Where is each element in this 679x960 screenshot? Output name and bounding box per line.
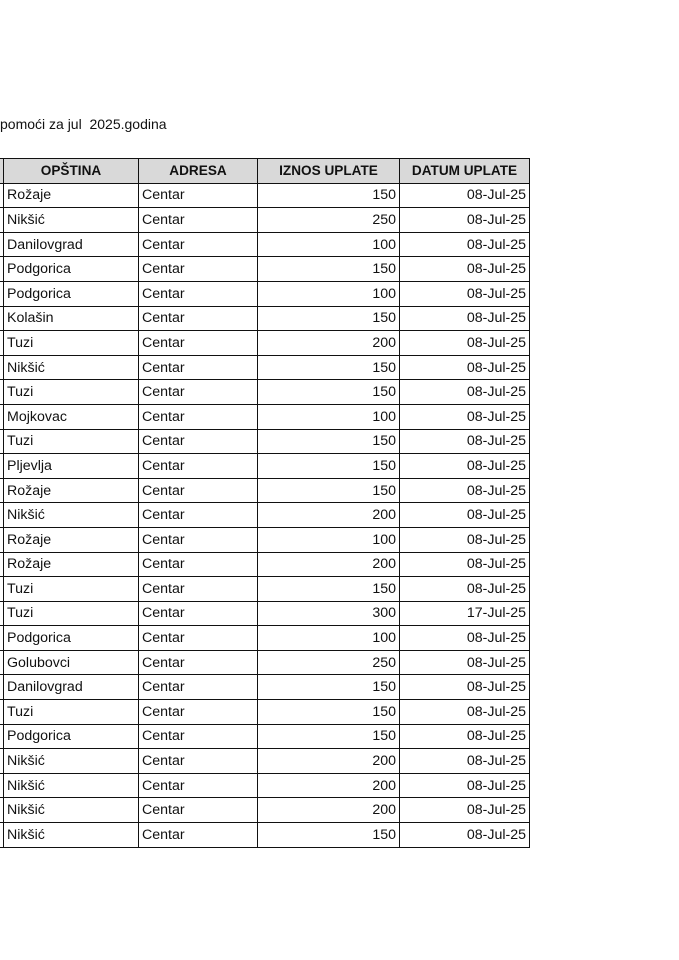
cell-datum: 08-Jul-25 xyxy=(400,552,530,577)
column-header-datum-uplate: DATUM UPLATE xyxy=(400,159,530,184)
cell-iznos: 300 xyxy=(258,601,400,626)
cell-opstina: Tuzi xyxy=(4,429,139,454)
cell-adresa: Centar xyxy=(139,355,258,380)
cell-opstina: Nikšić xyxy=(4,798,139,823)
cell-datum: 08-Jul-25 xyxy=(400,429,530,454)
cell-datum: 08-Jul-25 xyxy=(400,626,530,651)
cell-iznos: 150 xyxy=(258,306,400,331)
cell-iznos: 200 xyxy=(258,773,400,798)
cell-adresa: Centar xyxy=(139,798,258,823)
cell-opstina: Nikšić xyxy=(4,823,139,848)
cell-datum: 08-Jul-25 xyxy=(400,331,530,356)
cell-opstina: Nikšić xyxy=(4,355,139,380)
cell-opstina: Tuzi xyxy=(4,331,139,356)
cell-datum: 17-Jul-25 xyxy=(400,601,530,626)
cell-iznos: 200 xyxy=(258,503,400,528)
cell-datum: 08-Jul-25 xyxy=(400,208,530,233)
document-title: pomoći za jul 2025.godina xyxy=(0,116,167,132)
table-row xyxy=(0,380,530,405)
cell-adresa: Centar xyxy=(139,823,258,848)
cell-adresa: Centar xyxy=(139,404,258,429)
table-row xyxy=(0,281,530,306)
cell-iznos: 100 xyxy=(258,626,400,651)
cell-adresa: Centar xyxy=(139,675,258,700)
cell-opstina: Kolašin xyxy=(4,306,139,331)
cell-opstina: Danilovgrad xyxy=(4,232,139,257)
cell-opstina: Danilovgrad xyxy=(4,675,139,700)
cell-iznos: 200 xyxy=(258,798,400,823)
cell-iznos: 150 xyxy=(258,380,400,405)
cell-iznos: 150 xyxy=(258,823,400,848)
cell-datum: 08-Jul-25 xyxy=(400,675,530,700)
cell-datum: 08-Jul-25 xyxy=(400,527,530,552)
table-row xyxy=(0,208,530,233)
table-row xyxy=(0,626,530,651)
cell-datum: 08-Jul-25 xyxy=(400,798,530,823)
cell-datum: 08-Jul-25 xyxy=(400,183,530,208)
cell-datum: 08-Jul-25 xyxy=(400,232,530,257)
cell-iznos: 150 xyxy=(258,724,400,749)
table-row xyxy=(0,601,530,626)
cell-iznos: 150 xyxy=(258,355,400,380)
cell-iznos: 200 xyxy=(258,331,400,356)
cell-adresa: Centar xyxy=(139,601,258,626)
cell-opstina: Tuzi xyxy=(4,601,139,626)
cell-opstina: Rožaje xyxy=(4,527,139,552)
cell-adresa: Centar xyxy=(139,552,258,577)
table-row xyxy=(0,404,530,429)
table-row xyxy=(0,552,530,577)
cell-datum: 08-Jul-25 xyxy=(400,503,530,528)
cell-adresa: Centar xyxy=(139,429,258,454)
table-row xyxy=(0,527,530,552)
cell-opstina: Golubovci xyxy=(4,650,139,675)
table-row xyxy=(0,823,530,848)
table-row xyxy=(0,675,530,700)
cell-adresa: Centar xyxy=(139,650,258,675)
cell-datum: 08-Jul-25 xyxy=(400,650,530,675)
table-row xyxy=(0,257,530,282)
cell-iznos: 150 xyxy=(258,257,400,282)
cell-iznos: 150 xyxy=(258,454,400,479)
cell-opstina: Tuzi xyxy=(4,577,139,602)
cell-iznos: 100 xyxy=(258,527,400,552)
cell-adresa: Centar xyxy=(139,208,258,233)
cell-datum: 08-Jul-25 xyxy=(400,749,530,774)
cell-opstina: Nikšić xyxy=(4,773,139,798)
cell-adresa: Centar xyxy=(139,281,258,306)
table-row xyxy=(0,355,530,380)
cell-adresa: Centar xyxy=(139,503,258,528)
cell-opstina: Rožaje xyxy=(4,478,139,503)
cell-datum: 08-Jul-25 xyxy=(400,404,530,429)
cell-iznos: 150 xyxy=(258,700,400,725)
cell-opstina: Tuzi xyxy=(4,380,139,405)
cell-adresa: Centar xyxy=(139,306,258,331)
header-row xyxy=(0,159,530,184)
cell-adresa: Centar xyxy=(139,724,258,749)
cell-iznos: 150 xyxy=(258,675,400,700)
cell-adresa: Centar xyxy=(139,454,258,479)
payments-table xyxy=(0,158,530,848)
cell-opstina: Rožaje xyxy=(4,552,139,577)
cell-adresa: Centar xyxy=(139,749,258,774)
cell-iznos: 150 xyxy=(258,429,400,454)
cell-datum: 08-Jul-25 xyxy=(400,823,530,848)
cell-iznos: 150 xyxy=(258,183,400,208)
cell-adresa: Centar xyxy=(139,773,258,798)
cell-adresa: Centar xyxy=(139,232,258,257)
cell-adresa: Centar xyxy=(139,626,258,651)
table-row xyxy=(0,454,530,479)
table-row xyxy=(0,183,530,208)
table-body xyxy=(0,183,530,847)
cell-adresa: Centar xyxy=(139,478,258,503)
column-header-opstina: OPŠTINA xyxy=(4,159,139,184)
cell-opstina: Tuzi xyxy=(4,700,139,725)
cell-datum: 08-Jul-25 xyxy=(400,724,530,749)
cell-datum: 08-Jul-25 xyxy=(400,773,530,798)
cell-datum: 08-Jul-25 xyxy=(400,577,530,602)
cell-opstina: Mojkovac xyxy=(4,404,139,429)
table-row xyxy=(0,331,530,356)
cell-iznos: 100 xyxy=(258,232,400,257)
cell-opstina: Podgorica xyxy=(4,257,139,282)
table-row xyxy=(0,306,530,331)
cell-iznos: 250 xyxy=(258,208,400,233)
table-row xyxy=(0,429,530,454)
cell-iznos: 100 xyxy=(258,281,400,306)
cell-adresa: Centar xyxy=(139,331,258,356)
cell-adresa: Centar xyxy=(139,257,258,282)
cell-adresa: Centar xyxy=(139,700,258,725)
cell-datum: 08-Jul-25 xyxy=(400,380,530,405)
table-row xyxy=(0,773,530,798)
table-row xyxy=(0,232,530,257)
cell-adresa: Centar xyxy=(139,527,258,552)
cell-opstina: Rožaje xyxy=(4,183,139,208)
cell-iznos: 200 xyxy=(258,552,400,577)
cell-opstina: Podgorica xyxy=(4,724,139,749)
cell-opstina: Nikšić xyxy=(4,503,139,528)
cell-opstina: Nikšić xyxy=(4,208,139,233)
table-row xyxy=(0,650,530,675)
cell-adresa: Centar xyxy=(139,577,258,602)
table-row xyxy=(0,700,530,725)
cell-iznos: 100 xyxy=(258,404,400,429)
cell-iznos: 150 xyxy=(258,478,400,503)
cell-datum: 08-Jul-25 xyxy=(400,281,530,306)
cell-iznos: 250 xyxy=(258,650,400,675)
cell-datum: 08-Jul-25 xyxy=(400,478,530,503)
cell-opstina: Podgorica xyxy=(4,281,139,306)
table-row xyxy=(0,798,530,823)
cell-datum: 08-Jul-25 xyxy=(400,355,530,380)
table-row xyxy=(0,577,530,602)
table-row xyxy=(0,503,530,528)
cell-adresa: Centar xyxy=(139,380,258,405)
cell-iznos: 200 xyxy=(258,749,400,774)
cell-datum: 08-Jul-25 xyxy=(400,454,530,479)
table-row xyxy=(0,724,530,749)
column-header-iznos-uplate: IZNOS UPLATE xyxy=(258,159,400,184)
cell-opstina: Pljevlja xyxy=(4,454,139,479)
cell-iznos: 150 xyxy=(258,577,400,602)
cell-opstina: Podgorica xyxy=(4,626,139,651)
table-row xyxy=(0,478,530,503)
cell-datum: 08-Jul-25 xyxy=(400,257,530,282)
cell-datum: 08-Jul-25 xyxy=(400,306,530,331)
column-header-adresa: ADRESA xyxy=(139,159,258,184)
cell-datum: 08-Jul-25 xyxy=(400,700,530,725)
cell-adresa: Centar xyxy=(139,183,258,208)
cell-opstina: Nikšić xyxy=(4,749,139,774)
table-row xyxy=(0,749,530,774)
